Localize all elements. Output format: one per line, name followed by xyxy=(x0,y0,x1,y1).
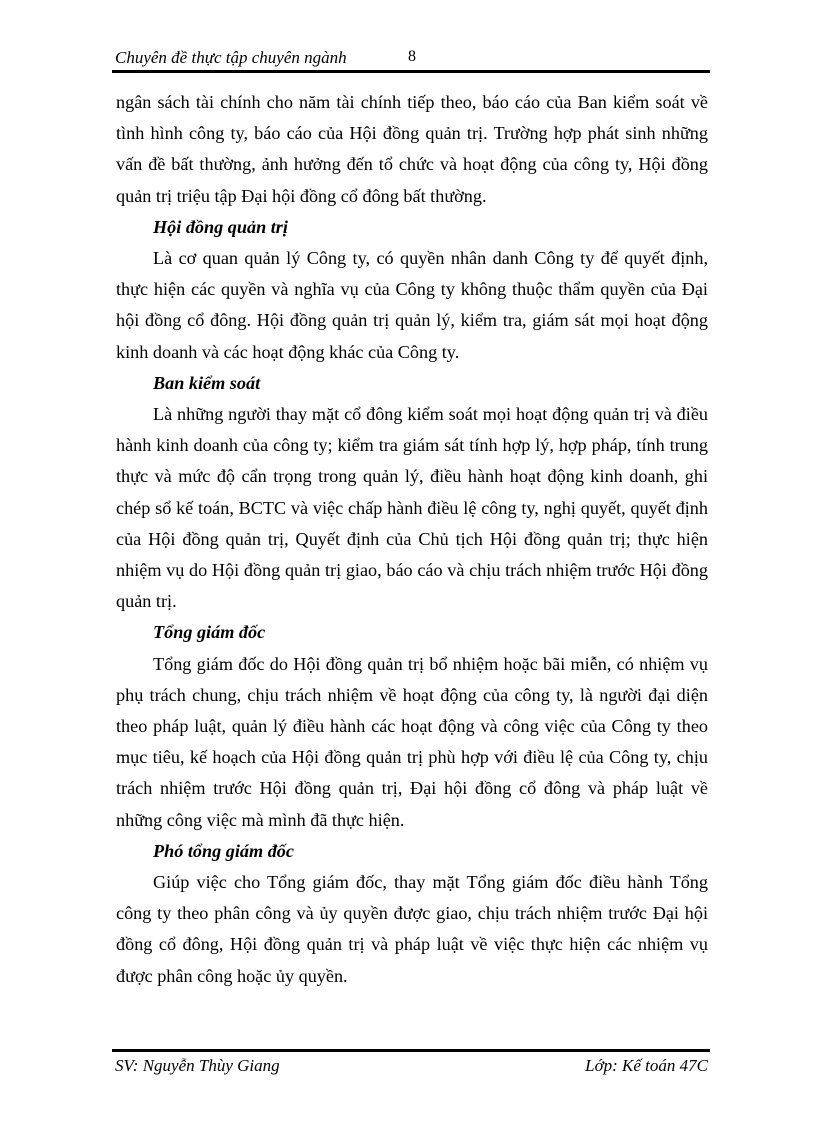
heading-pho-tong-giam-doc: Phó tổng giám đốc xyxy=(153,840,294,861)
paragraph-ban-kiem-soat: Là những người thay mặt cổ đông kiểm soát mọi hoạt động quản trị và điều hành kinh doanh của công ty; kiểm tra giám sát tính hợp lý, hợp pháp, tính trung thực và mức độ cẩn trọng trong quản lý, điều hành hoạt động kinh doanh, ghi chép sổ kế toán, BCTC và việc chấp hành điều lệ công ty, nghị quyết, quyết định của Hội đồng quản trị, Quyết định của Chủ tịch Hội đồng quản trị; thực hiện nhiệm vụ do Hội đồng quản trị giao, báo cáo và chịu trách nhiệm trước Hội đồng quản trị. xyxy=(116,404,708,612)
heading-ban-kiem-soat: Ban kiểm soát xyxy=(153,372,261,393)
paragraph-hoi-dong-quan-tri: Là cơ quan quản lý Công ty, có quyền nhân danh Công ty để quyết định, thực hiện các quyền và nghĩa vụ của Công ty không thuộc thẩm quyền của Đại hội đồng cổ đông. Hội đồng quản trị quản lý, kiểm tra, giám sát mọi hoạt động kinh doanh và các hoạt động khác của Công ty. xyxy=(116,248,708,362)
page-footer xyxy=(112,1049,710,1081)
paragraph-pho-tong-giam-doc: Giúp việc cho Tổng giám đốc, thay mặt Tổng giám đốc điều hành Tổng công ty theo phân công và ủy quyền được giao, chịu trách nhiệm trước Đại hội đồng cổ đông, Hội đồng quản trị và pháp luật về việc thực hiện các nhiệm vụ được phân công hoặc ủy quyền. xyxy=(116,872,708,986)
page-number: 8 xyxy=(408,48,416,65)
header-title: Chuyên đề thực tập chuyên ngành xyxy=(115,48,347,67)
heading-tong-giam-doc: Tổng giám đốc xyxy=(153,622,266,643)
page-header xyxy=(112,46,710,74)
footer-class-name: Lớp: Kế toán 47C xyxy=(585,1056,708,1075)
paragraph-tong-giam-doc: Tổng giám đốc do Hội đồng quản trị bổ nhiệm hoặc bãi miễn, có nhiệm vụ phụ trách chung, chịu trách nhiệm về hoạt động của công ty, là người đại diện theo pháp luật, quản lý điều hành các hoạt động và công việc của Công ty theo mục tiêu, kế hoạch của Hội đồng quản trị phù hợp với điều lệ của Công ty, chịu trách nhiệm trước Hội đồng quản trị, Đại hội đồng cổ đông và pháp luật về những công việc mà mình đã thực hiện. xyxy=(116,653,708,830)
footer-divider xyxy=(112,1049,710,1052)
footer-student-name: SV: Nguyễn Thùy Giang xyxy=(115,1056,280,1075)
header-divider xyxy=(112,70,710,73)
paragraph-intro: ngân sách tài chính cho năm tài chính tiếp theo, báo cáo của Ban kiểm soát về tình hình công ty, báo cáo của Hội đồng quản trị. Trường hợp phát sinh những vấn đề bất thường, ảnh hưởng đến tổ chức và hoạt động của công ty, Hội đồng quản trị triệu tập Đại hội đồng cổ đông bất thường. xyxy=(116,92,708,206)
heading-hoi-dong-quan-tri: Hội đồng quản trị xyxy=(153,216,288,237)
document-body xyxy=(116,87,708,992)
